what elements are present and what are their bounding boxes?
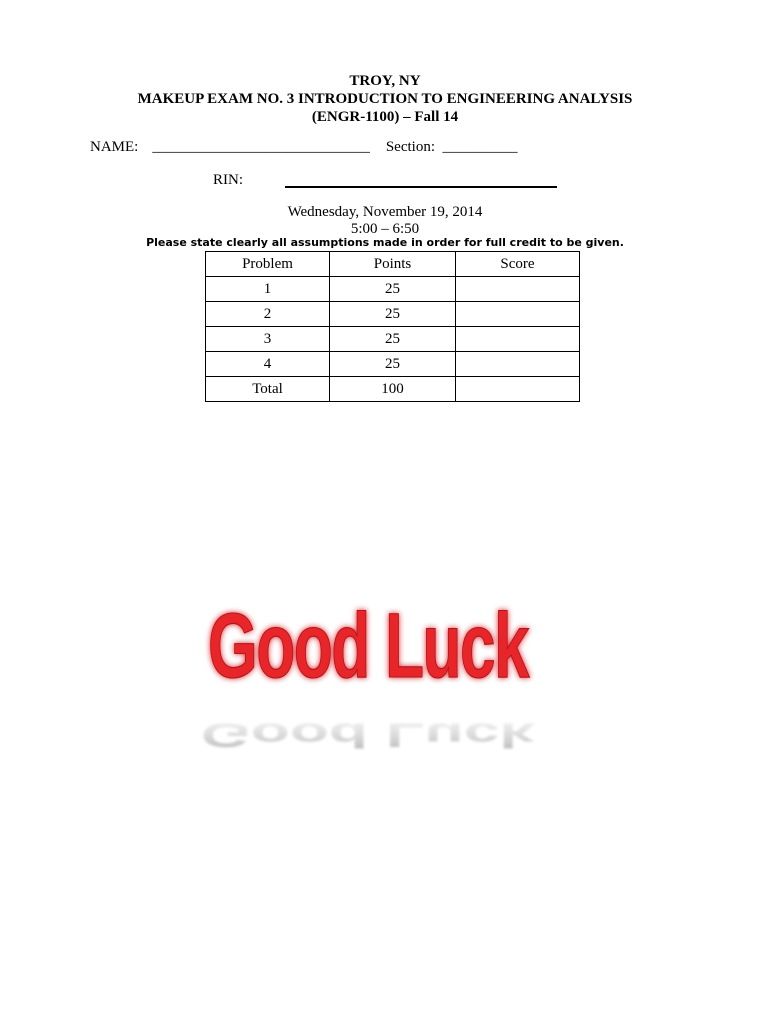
name-blank[interactable]: _____________________________ xyxy=(152,139,370,155)
rin-blank[interactable] xyxy=(285,186,557,188)
column-header-problem: Problem xyxy=(206,252,330,277)
name-label: NAME: xyxy=(90,139,139,155)
table-row xyxy=(206,327,580,352)
name-section-row xyxy=(90,139,518,156)
points-cell: 25 xyxy=(330,302,456,327)
exam-time: 5:00 – 6:50 xyxy=(350,221,420,237)
total-label-cell: Total xyxy=(206,377,330,402)
problem-cell: 2 xyxy=(206,302,330,327)
wordart-main xyxy=(208,593,530,696)
wordart-text: Good Luck xyxy=(208,593,528,697)
table-row-total xyxy=(206,377,580,402)
problem-cell: 4 xyxy=(206,352,330,377)
problem-cell: 1 xyxy=(206,277,330,302)
column-header-points: Points xyxy=(330,252,456,277)
score-cell[interactable] xyxy=(456,302,580,327)
table-row xyxy=(206,277,580,302)
points-cell: 25 xyxy=(330,352,456,377)
score-cell[interactable] xyxy=(456,352,580,377)
total-score-cell[interactable] xyxy=(456,377,580,402)
table-row xyxy=(206,352,580,377)
exam-header xyxy=(0,72,770,126)
location-line: TROY, NY xyxy=(349,73,421,89)
table-row xyxy=(206,302,580,327)
instructions: Please state clearly all assumptions made in order for full credit to be given. xyxy=(146,236,624,249)
exam-date: Wednesday, November 19, 2014 xyxy=(287,204,483,220)
column-header-score: Score xyxy=(456,252,580,277)
exam-title-line: MAKEUP EXAM NO. 3 INTRODUCTION TO ENGINEERING ANALYSIS xyxy=(137,91,633,107)
exam-datetime xyxy=(0,204,770,238)
section-label: Section: xyxy=(385,139,436,155)
total-points-cell: 100 xyxy=(330,377,456,402)
rin-label: RIN: xyxy=(213,172,243,188)
score-cell[interactable] xyxy=(456,277,580,302)
section-blank[interactable]: __________ xyxy=(442,139,518,155)
table-header-row xyxy=(206,252,580,277)
points-cell: 25 xyxy=(330,327,456,352)
course-line: (ENGR-1100) – Fall 14 xyxy=(311,109,459,125)
wordart-reflection xyxy=(201,716,536,754)
points-cell: 25 xyxy=(330,277,456,302)
score-cell[interactable] xyxy=(456,327,580,352)
wordart-reflection-text: Good Luck xyxy=(201,716,535,755)
problem-cell: 3 xyxy=(206,327,330,352)
good-luck-wordart xyxy=(201,575,538,755)
score-table xyxy=(205,251,580,402)
rin-row xyxy=(213,172,243,189)
